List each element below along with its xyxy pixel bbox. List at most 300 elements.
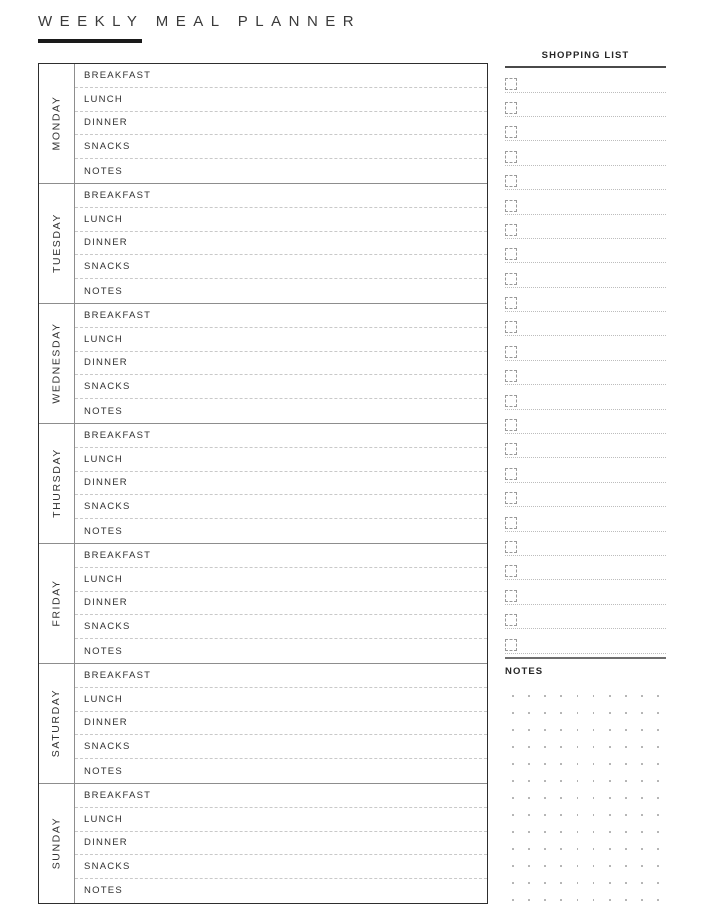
note-grid-dot <box>593 695 595 697</box>
meal-row[interactable] <box>75 495 487 519</box>
note-grid-dot <box>577 729 579 731</box>
note-grid-dot <box>544 831 546 833</box>
note-grid-dot <box>528 712 530 714</box>
note-grid-dot <box>641 780 643 782</box>
meal-row[interactable] <box>75 208 487 232</box>
shopping-list-row[interactable] <box>505 556 666 580</box>
note-grid-dot <box>625 712 627 714</box>
checkbox-icon[interactable] <box>505 175 517 187</box>
note-grid-dot <box>657 712 659 714</box>
shopping-list-item-text[interactable] <box>517 261 666 262</box>
meal-row-label: DINNER <box>84 237 128 249</box>
note-grid-dot <box>609 763 611 765</box>
note-grid-dot <box>593 831 595 833</box>
note-grid-dot <box>657 746 659 748</box>
meal-row[interactable] <box>75 255 487 279</box>
note-grid-dot <box>544 763 546 765</box>
note-grid-dot <box>512 695 514 697</box>
shopping-list-row[interactable] <box>505 361 666 385</box>
shopping-list-item-text[interactable] <box>517 310 666 311</box>
shopping-list-item-text[interactable] <box>517 334 666 335</box>
meal-row[interactable] <box>75 328 487 352</box>
meal-row-label: DINNER <box>84 357 128 369</box>
meal-row[interactable] <box>75 424 487 448</box>
note-grid-dot <box>512 882 514 884</box>
meal-row-label: NOTES <box>84 645 123 657</box>
note-grid-dot <box>577 882 579 884</box>
note-grid-dot <box>641 729 643 731</box>
meal-rows <box>75 64 487 183</box>
note-grid-dot <box>641 882 643 884</box>
meal-row[interactable] <box>75 759 487 783</box>
note-grid-dot <box>593 814 595 816</box>
meal-row-label: NOTES <box>84 165 123 177</box>
meal-row[interactable] <box>75 135 487 159</box>
weekly-planner-table <box>38 63 488 904</box>
page-title: WEEKLY MEAL PLANNER <box>38 13 362 30</box>
shopping-list-row[interactable] <box>505 532 666 556</box>
meal-row[interactable] <box>75 472 487 496</box>
note-grid-dot <box>657 899 659 901</box>
checkbox-icon[interactable] <box>505 541 517 553</box>
meal-row-label: DINNER <box>84 117 128 129</box>
note-grid-dot <box>528 763 530 765</box>
note-grid-dot <box>560 814 562 816</box>
meal-row[interactable] <box>75 159 487 183</box>
checkbox-icon[interactable] <box>505 78 517 90</box>
meal-row[interactable] <box>75 64 487 88</box>
meal-row[interactable] <box>75 808 487 832</box>
day-block <box>39 784 487 903</box>
note-grid-dot <box>528 831 530 833</box>
note-grid-dot <box>577 899 579 901</box>
checkbox-icon[interactable] <box>505 297 517 309</box>
note-grid-dot <box>544 712 546 714</box>
shopping-list-section <box>505 50 666 654</box>
meal-row-label: BREAKFAST <box>84 189 152 201</box>
checkbox-icon[interactable] <box>505 321 517 333</box>
meal-row[interactable] <box>75 184 487 208</box>
meal-row-label: LUNCH <box>84 333 123 345</box>
meal-row-label: SNACKS <box>84 741 131 753</box>
note-grid-dot <box>657 831 659 833</box>
note-grid-dot <box>512 763 514 765</box>
shopping-list-title: SHOPPING LIST <box>541 50 630 61</box>
shopping-list-item-text[interactable] <box>517 530 666 531</box>
shopping-list-item-text[interactable] <box>517 188 666 189</box>
checkbox-icon[interactable] <box>505 200 517 212</box>
meal-row-label: DINNER <box>84 837 128 849</box>
note-grid-dot <box>625 746 627 748</box>
day-name-label: TUESDAY <box>50 213 63 274</box>
shopping-list-item-text[interactable] <box>517 139 666 140</box>
shopping-list-row[interactable] <box>505 336 666 360</box>
shopping-list-row[interactable] <box>505 410 666 434</box>
shopping-list-item-text[interactable] <box>517 627 666 628</box>
meal-row-label: LUNCH <box>84 813 123 825</box>
meal-row-label: NOTES <box>84 765 123 777</box>
meal-row-label: LUNCH <box>84 93 123 105</box>
note-grid-dot <box>544 865 546 867</box>
meal-row[interactable] <box>75 712 487 736</box>
meal-row-label: BREAKFAST <box>84 429 152 441</box>
meal-row[interactable] <box>75 615 487 639</box>
page-title-block <box>38 12 361 43</box>
checkbox-icon[interactable] <box>505 614 517 626</box>
note-grid-dot <box>512 712 514 714</box>
note-grid-dot <box>577 814 579 816</box>
checkbox-icon[interactable] <box>505 370 517 382</box>
shopping-list-item-text[interactable] <box>517 286 666 287</box>
shopping-list-row[interactable] <box>505 507 666 531</box>
meal-row[interactable] <box>75 399 487 423</box>
note-grid-dot <box>544 848 546 850</box>
note-grid-dot <box>544 695 546 697</box>
meal-row-label: DINNER <box>84 477 128 489</box>
note-grid-dot <box>544 746 546 748</box>
meal-row-label: DINNER <box>84 717 128 729</box>
note-grid-dot <box>609 780 611 782</box>
day-block <box>39 544 487 664</box>
meal-row[interactable] <box>75 352 487 376</box>
note-grid-dot <box>609 712 611 714</box>
note-grid-dot <box>641 763 643 765</box>
meal-row[interactable] <box>75 568 487 592</box>
note-grid-dot <box>625 899 627 901</box>
notes-section <box>505 657 666 908</box>
day-name-cell <box>39 784 75 903</box>
note-grid-dot <box>577 746 579 748</box>
note-grid-dot <box>560 695 562 697</box>
note-grid-dot <box>544 882 546 884</box>
note-grid-dot <box>641 831 643 833</box>
shopping-list-item-text[interactable] <box>517 91 666 92</box>
meal-row[interactable] <box>75 735 487 759</box>
note-grid-dot <box>544 797 546 799</box>
day-block <box>39 184 487 304</box>
checkbox-icon[interactable] <box>505 126 517 138</box>
meal-row[interactable] <box>75 639 487 663</box>
note-grid-dot <box>528 865 530 867</box>
shopping-list-row[interactable] <box>505 434 666 458</box>
note-grid-dot <box>528 746 530 748</box>
shopping-list-row[interactable] <box>505 288 666 312</box>
note-grid-dot <box>593 797 595 799</box>
meal-row[interactable] <box>75 112 487 136</box>
meal-row-label: BREAKFAST <box>84 789 152 801</box>
note-grid-dot <box>544 780 546 782</box>
day-block <box>39 304 487 424</box>
shopping-list-item-text[interactable] <box>517 481 666 482</box>
meal-row[interactable] <box>75 832 487 856</box>
meal-row-label: BREAKFAST <box>84 549 152 561</box>
shopping-list-item-text[interactable] <box>517 652 666 653</box>
note-grid-dot <box>528 882 530 884</box>
meal-row-label: SNACKS <box>84 501 131 513</box>
note-grid-dot <box>657 763 659 765</box>
meal-row-label: NOTES <box>84 285 123 297</box>
note-grid-dot <box>641 797 643 799</box>
day-name-label: THURSDAY <box>50 448 63 519</box>
note-grid-dot <box>593 729 595 731</box>
day-name-label: SATURDAY <box>50 689 63 758</box>
shopping-list-row[interactable] <box>505 166 666 190</box>
shopping-list-item-text[interactable] <box>517 505 666 506</box>
checkbox-icon[interactable] <box>505 517 517 529</box>
note-grid-dot <box>625 797 627 799</box>
note-grid-dot <box>577 695 579 697</box>
note-grid-dot <box>593 780 595 782</box>
shopping-list-item-text[interactable] <box>517 213 666 214</box>
note-grid-dot <box>625 814 627 816</box>
meal-row[interactable] <box>75 688 487 712</box>
note-grid-dot <box>609 831 611 833</box>
shopping-list-item-text[interactable] <box>517 164 666 165</box>
note-grid-dot <box>641 814 643 816</box>
day-name-label: WEDNESDAY <box>50 322 63 405</box>
meal-row[interactable] <box>75 879 487 903</box>
note-grid-dot <box>577 865 579 867</box>
note-grid-dot <box>641 746 643 748</box>
shopping-list-row[interactable] <box>505 312 666 336</box>
meal-row-label: NOTES <box>84 885 123 897</box>
note-grid-dot <box>560 848 562 850</box>
note-grid-dot <box>560 746 562 748</box>
checkbox-icon[interactable] <box>505 248 517 260</box>
note-grid-dot <box>609 882 611 884</box>
shopping-list-row[interactable] <box>505 239 666 263</box>
note-grid-dot <box>609 899 611 901</box>
shopping-list-item-text[interactable] <box>517 408 666 409</box>
meal-rows <box>75 664 487 783</box>
note-grid-dot <box>593 763 595 765</box>
note-grid-dot <box>544 899 546 901</box>
note-grid-dot <box>577 848 579 850</box>
meal-rows <box>75 184 487 303</box>
note-grid-dot <box>609 848 611 850</box>
day-name-cell <box>39 184 75 303</box>
note-grid-dot <box>609 729 611 731</box>
shopping-list-rows <box>505 68 666 653</box>
checkbox-icon[interactable] <box>505 492 517 504</box>
note-grid-dot <box>512 899 514 901</box>
shopping-list-item-text[interactable] <box>517 383 666 384</box>
note-grid-dot <box>609 865 611 867</box>
note-grid-dot <box>625 865 627 867</box>
checkbox-icon[interactable] <box>505 443 517 455</box>
meal-row[interactable] <box>75 375 487 399</box>
shopping-list-row[interactable] <box>505 215 666 239</box>
note-grid-dot <box>657 848 659 850</box>
checkbox-icon[interactable] <box>505 468 517 480</box>
shopping-list-item-text[interactable] <box>517 359 666 360</box>
day-name-cell <box>39 664 75 783</box>
note-grid-dot <box>609 746 611 748</box>
note-grid-dot <box>625 763 627 765</box>
meal-rows <box>75 784 487 903</box>
note-grid-dot <box>641 848 643 850</box>
note-grid-dot <box>625 848 627 850</box>
note-grid-dot <box>609 695 611 697</box>
note-grid-dot <box>625 882 627 884</box>
checkbox-icon[interactable] <box>505 102 517 114</box>
note-grid-dot <box>593 712 595 714</box>
note-grid-dot <box>560 763 562 765</box>
meal-row[interactable] <box>75 279 487 303</box>
note-grid-dot <box>577 797 579 799</box>
note-grid-dot <box>625 695 627 697</box>
day-block <box>39 664 487 784</box>
note-grid-dot <box>657 797 659 799</box>
meal-rows <box>75 304 487 423</box>
meal-row[interactable] <box>75 448 487 472</box>
meal-row-label: SNACKS <box>84 381 131 393</box>
shopping-list-row[interactable] <box>505 483 666 507</box>
note-grid-dot <box>593 865 595 867</box>
meal-row-label: SNACKS <box>84 261 131 273</box>
note-grid-dot <box>641 865 643 867</box>
note-grid-dot <box>625 780 627 782</box>
note-grid-dot <box>593 746 595 748</box>
meal-row-label: LUNCH <box>84 573 123 585</box>
shopping-list-row[interactable] <box>505 629 666 653</box>
meal-row[interactable] <box>75 519 487 543</box>
note-grid-dot <box>593 848 595 850</box>
day-name-label: SUNDAY <box>50 817 63 870</box>
note-grid-dot <box>641 899 643 901</box>
note-grid-dot <box>577 712 579 714</box>
meal-row[interactable] <box>75 544 487 568</box>
checkbox-icon[interactable] <box>505 419 517 431</box>
note-grid-dot <box>657 729 659 731</box>
day-block <box>39 64 487 184</box>
note-grid-dot <box>528 695 530 697</box>
meal-row[interactable] <box>75 784 487 808</box>
meal-row-label: LUNCH <box>84 693 123 705</box>
shopping-list-item-text[interactable] <box>517 578 666 579</box>
checkbox-icon[interactable] <box>505 224 517 236</box>
shopping-list-row[interactable] <box>505 117 666 141</box>
checkbox-icon[interactable] <box>505 151 517 163</box>
shopping-list-item-text[interactable] <box>517 554 666 555</box>
note-grid-dot <box>528 848 530 850</box>
shopping-list-row[interactable] <box>505 580 666 604</box>
note-grid-dot <box>560 729 562 731</box>
notes-dot-grid[interactable] <box>505 687 666 908</box>
note-grid-dot <box>528 899 530 901</box>
note-grid-dot <box>560 865 562 867</box>
meal-row[interactable] <box>75 88 487 112</box>
meal-row[interactable] <box>75 855 487 879</box>
meal-row[interactable] <box>75 304 487 328</box>
day-name-cell <box>39 304 75 423</box>
note-grid-dot <box>625 831 627 833</box>
shopping-list-row[interactable] <box>505 385 666 409</box>
note-grid-dot <box>593 882 595 884</box>
note-grid-dot <box>657 865 659 867</box>
note-grid-dot <box>512 780 514 782</box>
shopping-list-item-text[interactable] <box>517 456 666 457</box>
note-grid-dot <box>609 797 611 799</box>
note-grid-dot <box>512 831 514 833</box>
note-grid-dot <box>657 814 659 816</box>
day-name-cell <box>39 424 75 543</box>
note-grid-dot <box>544 729 546 731</box>
title-underline-rule <box>38 39 142 43</box>
note-grid-dot <box>560 780 562 782</box>
note-grid-dot <box>657 882 659 884</box>
meal-rows <box>75 424 487 543</box>
note-grid-dot <box>528 797 530 799</box>
shopping-list-row[interactable] <box>505 263 666 287</box>
meal-row-label: BREAKFAST <box>84 309 152 321</box>
note-grid-dot <box>577 780 579 782</box>
shopping-list-row[interactable] <box>505 605 666 629</box>
shopping-list-row[interactable] <box>505 93 666 117</box>
checkbox-icon[interactable] <box>505 395 517 407</box>
day-name-cell <box>39 544 75 663</box>
note-grid-dot <box>544 814 546 816</box>
checkbox-icon[interactable] <box>505 590 517 602</box>
shopping-list-item-text[interactable] <box>517 432 666 433</box>
note-grid-dot <box>528 729 530 731</box>
note-grid-dot <box>512 848 514 850</box>
day-name-label: FRIDAY <box>50 579 63 628</box>
shopping-list-item-text[interactable] <box>517 603 666 604</box>
note-grid-dot <box>512 746 514 748</box>
note-grid-dot <box>625 729 627 731</box>
meal-row[interactable] <box>75 232 487 256</box>
meal-row[interactable] <box>75 592 487 616</box>
shopping-list-row[interactable] <box>505 458 666 482</box>
note-grid-dot <box>641 712 643 714</box>
note-grid-dot <box>512 865 514 867</box>
shopping-list-row[interactable] <box>505 68 666 92</box>
note-grid-dot <box>577 763 579 765</box>
checkbox-icon[interactable] <box>505 639 517 651</box>
meal-row[interactable] <box>75 664 487 688</box>
shopping-list-item-text[interactable] <box>517 115 666 116</box>
meal-row-label: NOTES <box>84 525 123 537</box>
meal-row-label: NOTES <box>84 405 123 417</box>
note-grid-dot <box>577 831 579 833</box>
meal-row-label: BREAKFAST <box>84 669 152 681</box>
shopping-list-item-text[interactable] <box>517 237 666 238</box>
note-grid-dot <box>512 797 514 799</box>
checkbox-icon[interactable] <box>505 273 517 285</box>
meal-row-label: BREAKFAST <box>84 69 152 81</box>
note-grid-dot <box>657 695 659 697</box>
note-grid-dot <box>609 814 611 816</box>
meal-row-label: DINNER <box>84 597 128 609</box>
note-grid-dot <box>528 780 530 782</box>
note-grid-dot <box>512 729 514 731</box>
shopping-list-row[interactable] <box>505 141 666 165</box>
note-grid-dot <box>512 814 514 816</box>
checkbox-icon[interactable] <box>505 346 517 358</box>
day-name-label: MONDAY <box>50 96 63 151</box>
note-grid-dot <box>560 882 562 884</box>
note-grid-dot <box>593 899 595 901</box>
note-grid-dot <box>560 899 562 901</box>
checkbox-icon[interactable] <box>505 565 517 577</box>
notes-rule <box>505 657 666 659</box>
meal-row-label: LUNCH <box>84 453 123 465</box>
notes-title: NOTES <box>505 666 544 678</box>
shopping-list-row[interactable] <box>505 190 666 214</box>
note-grid-dot <box>560 712 562 714</box>
note-grid-dot <box>657 780 659 782</box>
